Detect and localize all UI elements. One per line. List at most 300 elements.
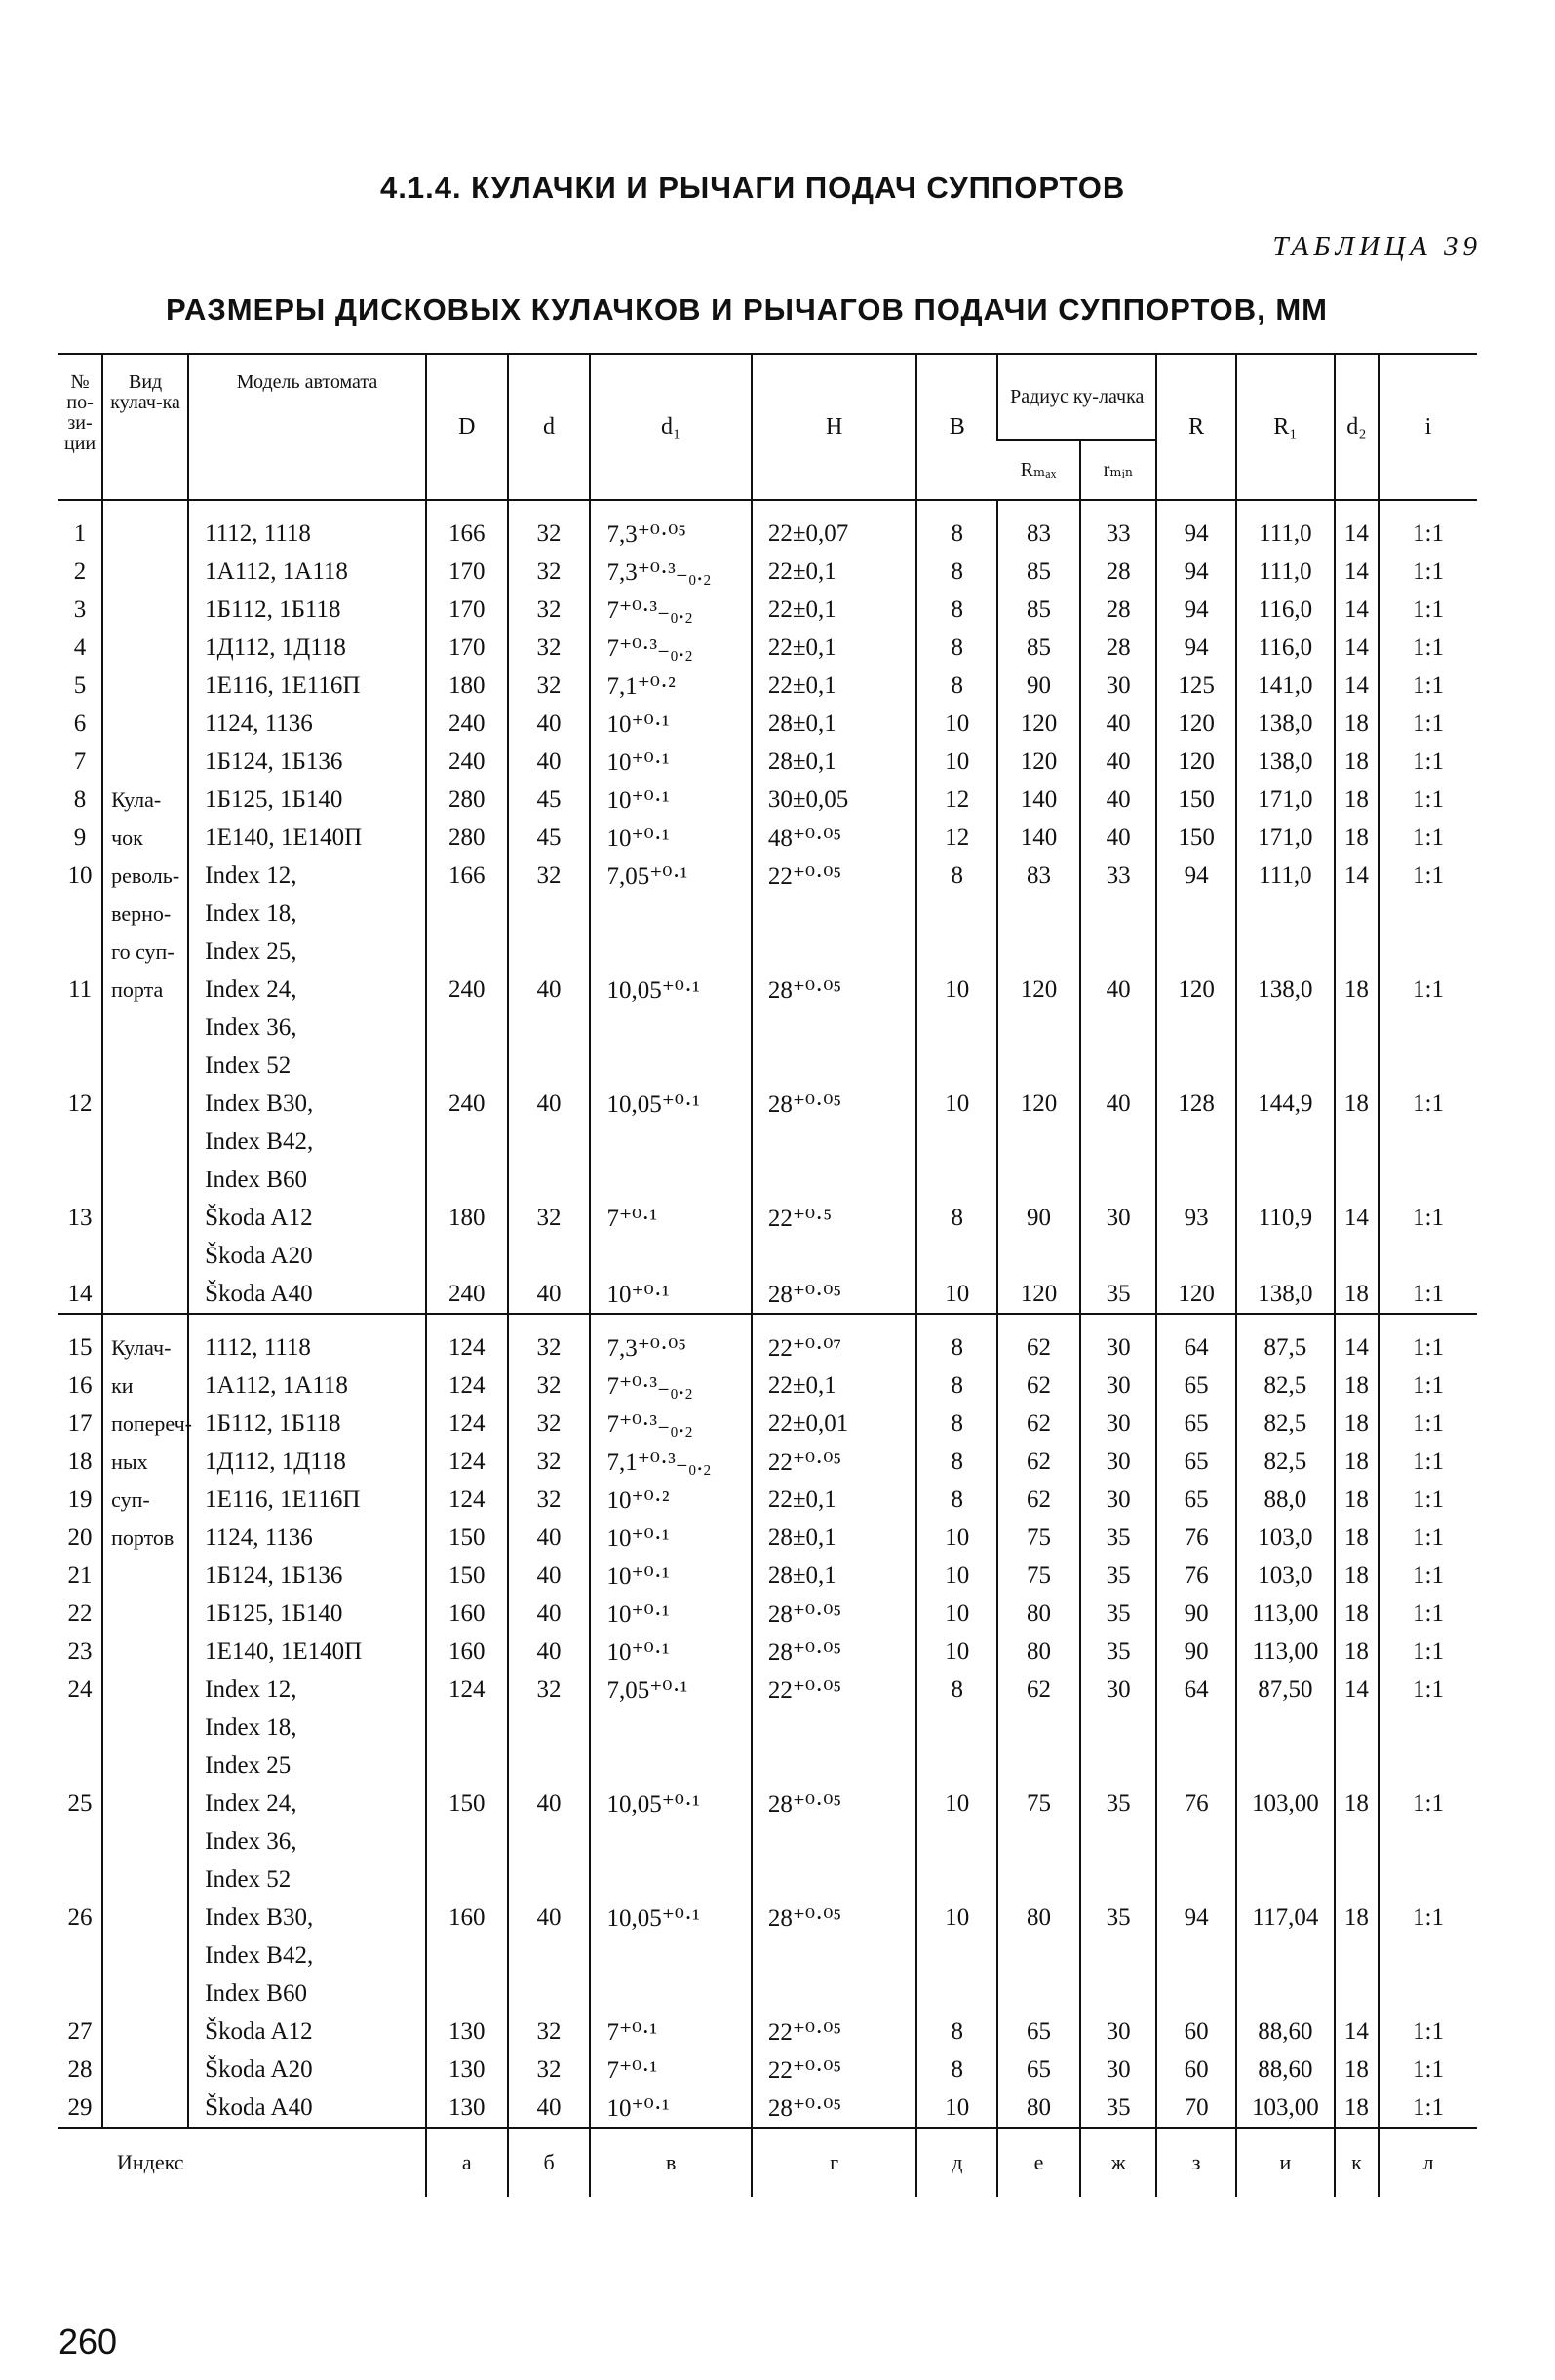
table-row [58,1747,1477,1785]
cell-i [1379,1861,1477,1899]
cell-B: 8 [916,1442,997,1480]
index-d2: к [1335,2128,1379,2197]
cell-R [1156,1708,1236,1747]
gap-cell [1379,500,1477,515]
table-row [58,1785,1477,1823]
cell-d2: 18 [1335,1366,1379,1404]
header-i: i [1379,354,1477,500]
cell-B: 10 [916,1556,997,1594]
cell-R: 94 [1156,553,1236,591]
cell-i: 1:1 [1379,515,1477,553]
table-row [58,1237,1477,1275]
cell-D [426,933,508,971]
cell-i: 1:1 [1379,743,1477,781]
cell-d1 [590,1237,751,1275]
cell-pos: 14 [67,1280,93,1307]
cell-rmin: 30 [1080,1328,1156,1366]
cell-B: 8 [916,667,997,705]
cell-d [508,1237,591,1275]
cell-Rmax: 75 [997,1556,1080,1594]
cell-pos [58,1161,102,1199]
cell-D: 170 [426,629,508,667]
cell-R: 94 [1156,857,1236,895]
cell-rmin: 40 [1080,971,1156,1009]
cell-rmin: 30 [1080,2013,1156,2051]
cell-rmin: 40 [1080,743,1156,781]
cell-d1: 10⁺⁰·¹ [590,705,751,743]
cell-d: 40 [508,1785,591,1823]
cell-B: 8 [916,2013,997,2051]
page-number: 260 [58,2322,118,2361]
cell-R: 94 [1156,591,1236,629]
table-row [58,1899,1477,1937]
cell-R: 120 [1156,971,1236,1009]
cell-i: 1:1 [1379,781,1477,819]
table-row [58,781,1477,819]
gap-cell [1236,500,1335,515]
cell-d: 32 [508,591,591,629]
cell-R: 94 [1156,515,1236,553]
cell-model: 1Е116, 1Е116П [188,1480,426,1518]
cell-i: 1:1 [1379,857,1477,895]
section-title: 4.1.4. КУЛАЧКИ И РЫЧАГИ ПОДАЧ СУППОРТОВ [380,171,1126,205]
cell-d1: 10⁺⁰·¹ [590,743,751,781]
cell-d [508,1161,591,1199]
cell-rmin: 35 [1080,1518,1156,1556]
table-row [58,1047,1477,1085]
gap-cell [752,500,917,515]
cell-R [1156,895,1236,933]
cell-R: 94 [1156,629,1236,667]
cell-d2: 14 [1335,2013,1379,2051]
cell-D: 180 [426,1199,508,1237]
index-rmin: ж [1080,2128,1156,2197]
table-row [58,1556,1477,1594]
cell-d1: 7⁺⁰·³₋₀.₂ [590,629,751,667]
cell-d: 45 [508,781,591,819]
cell-pos: 23 [67,1637,93,1665]
cell-pos [58,1009,102,1047]
cell-i: 1:1 [1379,1442,1477,1480]
cell-rmin: 30 [1080,2051,1156,2089]
cell-d: 45 [508,819,591,857]
cell-d2: 14 [1335,629,1379,667]
cell-D [426,1047,508,1085]
cell-d2: 14 [1335,857,1379,895]
cell-rmin: 40 [1080,819,1156,857]
cell-pos [58,895,102,933]
cell-R1: 111,0 [1236,515,1335,553]
cell-R1 [1236,1047,1335,1085]
cell-d2 [1335,1823,1379,1861]
cell-pos: 29 [67,2093,93,2121]
cell-d: 32 [508,1199,591,1237]
cell-Rmax: 85 [997,591,1080,629]
header-R: R [1156,354,1236,500]
cell-d: 32 [508,553,591,591]
cell-Rmax: 83 [997,515,1080,553]
cell-i: 1:1 [1379,629,1477,667]
cell-pos: 8 [73,786,87,813]
cell-d2: 14 [1335,515,1379,553]
cell-pos [58,1237,102,1275]
cell-model: Index 24, [188,971,426,1009]
cell-model: 1Б125, 1Б140 [188,1594,426,1632]
cell-Rmax: 85 [997,629,1080,667]
cell-pos: 5 [73,672,87,699]
cell-Rmax: 65 [997,2051,1080,2089]
table-row [58,705,1477,743]
cell-Rmax: 120 [997,705,1080,743]
cell-d2: 18 [1335,1594,1379,1632]
cell-H [752,1975,917,2013]
cell-rmin [1080,1708,1156,1747]
cell-R [1156,1009,1236,1047]
cell-d1: 10,05⁺⁰·¹ [590,1785,751,1823]
cell-model: 1Е140, 1Е140П [188,1632,426,1670]
cell-Rmax: 120 [997,1275,1080,1314]
gap-cell [997,1314,1080,1328]
cell-H: 28⁺⁰·⁰⁵ [752,1632,917,1670]
cell-R1: 116,0 [1236,629,1335,667]
cell-R1: 82,5 [1236,1366,1335,1404]
cell-R1 [1236,895,1335,933]
header-kind: Вид кулач-ка [102,354,188,500]
cell-Rmax: 62 [997,1442,1080,1480]
cell-d2 [1335,933,1379,971]
cell-R [1156,1975,1236,2013]
cell-i: 1:1 [1379,1594,1477,1632]
cell-Rmax: 90 [997,667,1080,705]
cell-model: Index 12, [188,857,426,895]
cell-d1: 10⁺⁰·¹ [590,1594,751,1632]
cell-pos [58,933,102,971]
cell-Rmax [997,1823,1080,1861]
cell-rmin: 35 [1080,1594,1156,1632]
table-row [58,1823,1477,1861]
cell-pos: 11 [68,976,93,1003]
index-B: д [916,2128,997,2197]
cell-B: 8 [916,591,997,629]
cell-H: 22±0,1 [752,553,917,591]
cell-B [916,1009,997,1047]
cell-rmin: 35 [1080,1632,1156,1670]
cell-model: 1124, 1136 [188,705,426,743]
gap-cell [1080,500,1156,515]
cell-B [916,1747,997,1785]
gap-cell [916,1314,997,1328]
header-rmax: Rₘₐₓ [997,440,1080,500]
cell-D [426,1161,508,1199]
cell-d2 [1335,1047,1379,1085]
cell-d: 32 [508,1670,591,1708]
cell-Rmax: 120 [997,743,1080,781]
index-row [58,2128,1477,2197]
cell-H: 22±0,1 [752,1366,917,1404]
cell-R1 [1236,1823,1335,1861]
cell-R: 65 [1156,1366,1236,1404]
cell-model: Index 52 [188,1047,426,1085]
cell-model: Index B42, [188,1123,426,1161]
cell-d1: 10⁺⁰·¹ [590,819,751,857]
cell-d [508,933,591,971]
cell-R: 90 [1156,1594,1236,1632]
cell-B [916,1937,997,1975]
gap-cell [508,500,591,515]
cell-d1: 7⁺⁰·¹ [590,2013,751,2051]
cell-model: Index 36, [188,1009,426,1047]
cell-Rmax: 75 [997,1518,1080,1556]
cell-B: 10 [916,705,997,743]
cell-rmin: 28 [1080,553,1156,591]
gap-cell [1335,1314,1379,1328]
cell-B [916,1237,997,1275]
table-row [58,1518,1477,1556]
cell-pos: 22 [67,1599,93,1627]
cell-B: 8 [916,515,997,553]
cell-B: 10 [916,743,997,781]
cell-Rmax: 120 [997,971,1080,1009]
cell-i [1379,1747,1477,1785]
cell-D: 160 [426,1594,508,1632]
cell-d1 [590,1747,751,1785]
table-row [58,591,1477,629]
table-label: ТАБЛИЦА 39 [1272,231,1482,262]
cell-d [508,1047,591,1085]
cell-model: 1Д112, 1Д118 [188,1442,426,1480]
cell-model: 1112, 1118 [188,515,426,553]
cell-i: 1:1 [1379,971,1477,1009]
cell-D: 130 [426,2089,508,2128]
cell-R: 128 [1156,1085,1236,1123]
cell-Rmax [997,933,1080,971]
cell-d [508,1009,591,1047]
cell-i [1379,1975,1477,2013]
gap-cell [1236,1314,1335,1328]
cell-d1: 10,05⁺⁰·¹ [590,971,751,1009]
cell-rmin: 40 [1080,705,1156,743]
cell-R1: 171,0 [1236,819,1335,857]
cell-D: 124 [426,1442,508,1480]
cell-B: 8 [916,1670,997,1708]
cell-Rmax [997,1747,1080,1785]
cell-H: 28⁺⁰·⁰⁵ [752,1785,917,1823]
cell-rmin: 33 [1080,857,1156,895]
cell-d: 32 [508,1442,591,1480]
cell-d [508,1823,591,1861]
cell-D [426,1708,508,1747]
cell-d1 [590,1161,751,1199]
cell-R: 76 [1156,1785,1236,1823]
cell-i: 1:1 [1379,819,1477,857]
cell-model: Index 24, [188,1785,426,1823]
cell-H [752,895,917,933]
cell-d1: 10⁺⁰·² [590,1480,751,1518]
table-row [58,553,1477,591]
gap-cell [188,1314,426,1328]
cell-R1: 87,5 [1236,1328,1335,1366]
cell-D: 160 [426,1899,508,1937]
cell-d1 [590,895,751,933]
cell-Rmax: 80 [997,2089,1080,2128]
cell-d2 [1335,895,1379,933]
cell-Rmax [997,1237,1080,1275]
cell-pos [58,1975,102,2013]
cell-D [426,1861,508,1899]
header-pos: № по-зи-ции [58,354,102,500]
gap-cell [102,500,188,515]
cell-d2: 18 [1335,781,1379,819]
cell-B [916,1861,997,1899]
gap-cell [188,500,426,515]
cell-R: 150 [1156,781,1236,819]
table-row [58,1594,1477,1632]
cell-pos [58,1823,102,1861]
cell-R1 [1236,1975,1335,2013]
cell-d2: 18 [1335,705,1379,743]
cam-kind-label: Кулач-ки попереч-ных суп-портов [111,1335,193,1550]
cell-H [752,1123,917,1161]
cell-R: 65 [1156,1442,1236,1480]
cell-H [752,1009,917,1047]
cell-R1 [1236,1123,1335,1161]
cell-pos: 6 [73,710,87,737]
cell-d: 32 [508,1404,591,1442]
cell-R: 93 [1156,1199,1236,1237]
cell-R [1156,1123,1236,1161]
cell-H [752,1161,917,1199]
cell-pos [58,1861,102,1899]
header-H: H [752,354,917,500]
cell-rmin [1080,895,1156,933]
cell-d2: 14 [1335,667,1379,705]
cell-rmin [1080,1009,1156,1047]
table-row [58,1442,1477,1480]
cell-D: 150 [426,1785,508,1823]
cell-d: 40 [508,1085,591,1123]
index-R1: и [1236,2128,1335,2197]
cell-R1 [1236,1861,1335,1899]
header-d2: d₂ [1335,354,1379,500]
cell-D: 124 [426,1480,508,1518]
cell-rmin: 35 [1080,1785,1156,1823]
table-row [58,1480,1477,1518]
cell-d2: 14 [1335,1670,1379,1708]
cell-i: 1:1 [1379,2013,1477,2051]
cell-pos: 24 [67,1675,93,1703]
table-row [58,1708,1477,1747]
cell-i: 1:1 [1379,1404,1477,1442]
cell-Rmax: 62 [997,1404,1080,1442]
cell-model: 1112, 1118 [188,1328,426,1366]
cell-H: 22±0,1 [752,629,917,667]
cell-kind [102,1328,193,2128]
cell-D [426,1823,508,1861]
cell-d: 32 [508,2013,591,2051]
cell-d2: 18 [1335,1480,1379,1518]
cell-D: 166 [426,857,508,895]
table-row [58,1161,1477,1199]
cell-d [508,1861,591,1899]
cell-Rmax: 75 [997,1785,1080,1823]
cell-i [1379,1047,1477,1085]
table-row [58,1085,1477,1123]
cell-d2: 18 [1335,1556,1379,1594]
cell-d: 40 [508,1518,591,1556]
cell-B [916,895,997,933]
cell-rmin [1080,933,1156,971]
cell-rmin [1080,1047,1156,1085]
cell-Rmax [997,1708,1080,1747]
cell-R: 65 [1156,1404,1236,1442]
cell-d2: 14 [1335,591,1379,629]
cell-d1: 10⁺⁰·¹ [590,1556,751,1594]
cell-R: 125 [1156,667,1236,705]
cell-B [916,1123,997,1161]
table-row [58,971,1477,1009]
cell-pos: 27 [67,2017,93,2045]
table-row [58,1009,1477,1047]
cell-B: 8 [916,1366,997,1404]
gap-cell [1379,1314,1477,1328]
cell-rmin [1080,1161,1156,1199]
cell-D [426,1937,508,1975]
table-row [58,1404,1477,1442]
cell-model: 1Д112, 1Д118 [188,629,426,667]
cell-D: 124 [426,1328,508,1366]
cell-R: 65 [1156,1480,1236,1518]
cell-i: 1:1 [1379,553,1477,591]
cell-D [426,1747,508,1785]
cell-rmin: 30 [1080,1670,1156,1708]
gap-cell [916,500,997,515]
cell-rmin: 30 [1080,1404,1156,1442]
cell-rmin: 35 [1080,1556,1156,1594]
cell-R1: 171,0 [1236,781,1335,819]
cell-Rmax [997,895,1080,933]
cell-pos: 17 [67,1409,93,1437]
cell-H: 28±0,1 [752,1556,917,1594]
cell-Rmax: 140 [997,819,1080,857]
cell-d1 [590,1975,751,2013]
gap-cell [102,1314,188,1328]
cell-R: 76 [1156,1518,1236,1556]
cell-pos: 3 [73,595,87,623]
table-row [58,2051,1477,2089]
cell-i: 1:1 [1379,667,1477,705]
cell-pos: 28 [67,2055,93,2083]
cell-R1: 111,0 [1236,553,1335,591]
table-title: РАЗМЕРЫ ДИСКОВЫХ КУЛАЧКОВ И РЫЧАГОВ ПОДАЧИ СУППОРТОВ, ММ [166,292,1328,326]
table-row [58,1861,1477,1899]
cell-pos [58,1708,102,1747]
cell-R1: 88,60 [1236,2013,1335,2051]
cell-H: 22⁺⁰·⁰⁵ [752,2013,917,2051]
cell-R1: 82,5 [1236,1404,1335,1442]
cell-Rmax [997,1975,1080,2013]
cell-R1: 113,00 [1236,1594,1335,1632]
cell-R: 64 [1156,1670,1236,1708]
cell-d: 40 [508,1275,591,1314]
gap-cell [1156,1314,1236,1328]
cell-d: 40 [508,1632,591,1670]
cell-d1 [590,1047,751,1085]
cell-H: 22⁺⁰·⁰⁵ [752,1442,917,1480]
cell-d: 32 [508,515,591,553]
gap-cell [426,500,508,515]
header-B: B [916,354,997,500]
cell-H [752,1823,917,1861]
